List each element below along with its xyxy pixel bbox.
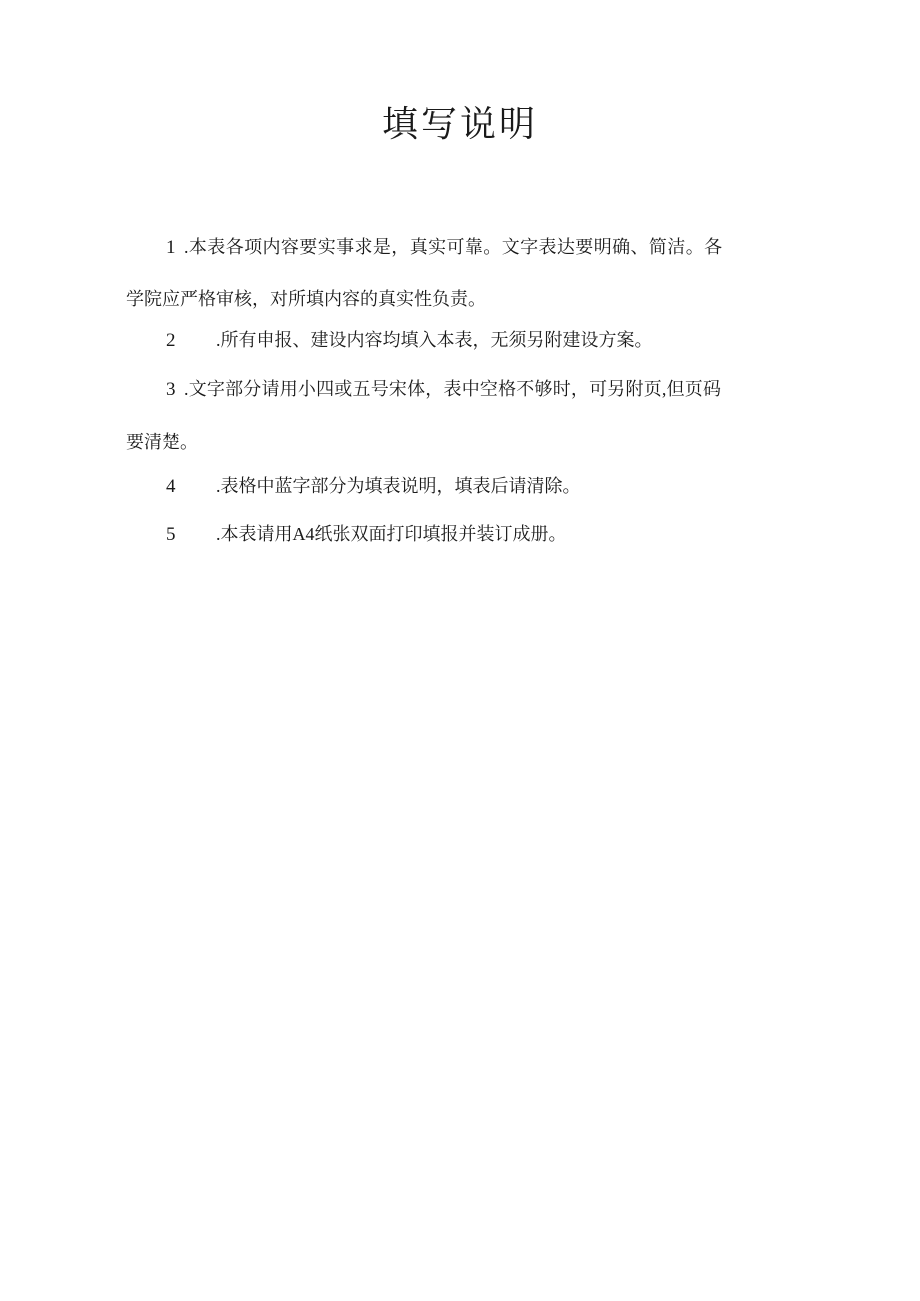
item-text: .表格中蓝字部分为填表说明，填表后请清除。 [216,476,581,496]
item-text: .所有申报、建设内容均填入本表，无须另附建设方案。 [216,330,653,350]
item-text: .本表请用A4纸张双面打印填报并装订成册。 [216,524,567,544]
item-number: 5 [166,524,176,545]
item-number: 1 [166,237,176,258]
item-text: .文字部分请用小四或五号宋体，表中空格不够时，可另附页,但页码 [184,379,722,399]
item-number: 4 [166,476,176,497]
instruction-item-1 [126,238,791,257]
item-number: 3 [166,379,176,400]
instruction-item-2 [126,331,791,350]
instruction-item-1-continuation: 学院应严格审核，对所填内容的真实性负责。 [126,289,486,310]
instruction-item-3 [126,380,791,399]
item-number: 2 [166,330,176,351]
item-text: .本表各项内容要实事求是，真实可靠。文字表达要明确、简洁。各 [184,237,723,257]
page-title: 填写说明 [381,104,538,145]
instruction-item-5 [126,525,791,544]
instruction-item-3-continuation: 要清楚。 [126,432,198,453]
instruction-item-4 [126,477,791,496]
